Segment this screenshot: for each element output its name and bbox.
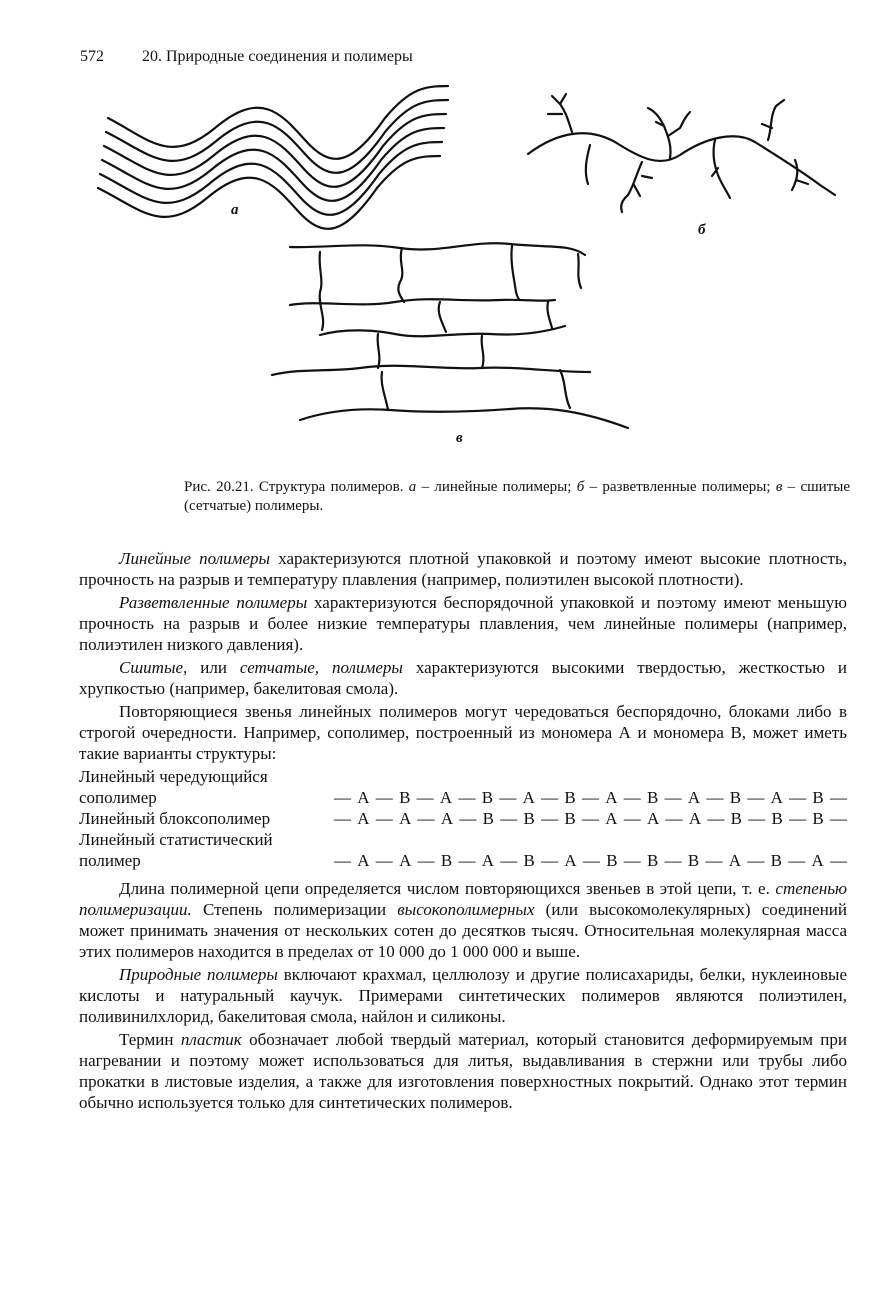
page-number: 572 (80, 48, 104, 65)
paragraph-text: или (187, 658, 240, 677)
term-branched: Разветвленные полимеры (119, 593, 308, 612)
term-network: сетчатые, полимеры (239, 658, 403, 677)
term-natural-polymers: Природные полимеры (119, 965, 278, 984)
sequence-label: полимер (79, 851, 141, 870)
sequence-values (334, 766, 847, 871)
caption-text-c: – сшитые (сетчатые) полимеры. (184, 479, 850, 514)
paragraph-text: Термин (119, 1030, 181, 1049)
sequence-label: сополимер (79, 788, 157, 807)
sequence-label: Линейный чередующийся (79, 767, 268, 786)
paragraph-text: характеризуются высокими твердостью, жесткостью и хрупкостью (например, бакелитовая смола). (79, 658, 847, 698)
sequence-statistical: — А — А — В — А — В — А — В — В — В — А — В — А — (334, 851, 847, 870)
paragraph-polymerization-degree (79, 878, 847, 962)
term-high-polymer: высокополимерных (397, 900, 535, 919)
caption-prefix: Рис. 20.21. Структура полимеров. (184, 479, 409, 495)
paragraph-repeating-units: Повторяющиеся звенья линейных полимеров могут чередоваться беспорядочно, блоками либо в строгой очередности. Например, сополимер, построенный из мономера А и мономера В, может иметь такие варианты структуры: (79, 702, 847, 763)
copolymer-sequences (79, 766, 847, 870)
figure-label-a: а (231, 202, 239, 218)
caption-letter-a: а (408, 479, 417, 495)
paragraph-text: (или высокомолекулярных) соединений может принимать значения от нескольких сотен до десятков тысяч. Относительная молекулярная масса этих полимеров находится в пределах от 10 000 до 1 000 000 и выше. (79, 900, 847, 961)
figure-caption (184, 478, 850, 516)
paragraph-branched (79, 592, 847, 655)
figure-label-b: б (698, 222, 706, 238)
body-text (79, 548, 847, 1113)
caption-letter-c: в (775, 479, 783, 495)
crosslinked-polymers-diagram (272, 243, 628, 428)
sequence-alternating: — А — В — А — В — А — В — А — В — А — В — А — В — (334, 788, 847, 807)
paragraph-text: Длина полимерной цепи определяется числом повторяющихся звеньев в этой цепи, т. е. (119, 879, 776, 898)
sequence-block: — А — А — А — В — В — В — А — А — А — В — В — В — (334, 809, 847, 828)
paragraph-text: Степень полимеризации (191, 900, 398, 919)
paragraph-text: обозначает любой твердый материал, который становится деформируемым при нагревании и поэтому может использоваться для литья, выдавливания в стержни или трубы либо прокатки в листовые изделия, а также для изготовления поверхностных покрытий. Однако этот термин обычно используется только для синтетических полимеров. (79, 1030, 847, 1112)
chapter-title: 20. Природные соединения и полимеры (142, 48, 413, 65)
paragraph-natural-polymers (79, 964, 847, 1027)
paragraph-crosslinked (79, 657, 847, 699)
paragraph-text: характеризуются беспорядочной упаковкой и поэтому имеют меньшую прочность на разрыв и более низкие температуры плавления, чем линейные полимеры (например, полиэтилен низкого давления). (79, 593, 847, 654)
branched-polymers-diagram (528, 94, 835, 212)
caption-text-a: – линейные полимеры; (416, 479, 577, 495)
figure-label-c: в (456, 430, 463, 446)
sequence-labels (79, 766, 329, 871)
paragraph-plastic (79, 1029, 847, 1113)
linear-polymers-diagram (98, 86, 448, 229)
term-plastic: пластик (180, 1030, 242, 1049)
caption-letter-b: б (576, 479, 585, 495)
paragraph-text: характеризуются плотной упаковкой и поэтому имеют высокие плотность, прочность на разрыв и температуру плавления (например, полиэтилен высокой плотности). (79, 549, 847, 589)
sequence-label: Линейный блоксополимер (79, 809, 271, 828)
sequence-label: Линейный статистический (79, 830, 273, 849)
paragraph-text: включают крахмал, целлюлозу и другие полисахариды, белки, нуклеиновые кислоты и натуральный каучук. Примерами синтетических полимеров являются полиэтилен, поливинилхлорид, бакелитовая смола, найлон и силиконы. (79, 965, 847, 1026)
caption-text-b: – разветвленные полимеры; (584, 479, 776, 495)
term-crosslinked: Сшитые, (119, 658, 188, 677)
paragraph-linear (79, 548, 847, 590)
polymer-structure-figure (0, 0, 884, 470)
term-linear: Линейные полимеры (119, 549, 271, 568)
term-polymerization-degree: степенью полимеризации. (79, 879, 847, 919)
